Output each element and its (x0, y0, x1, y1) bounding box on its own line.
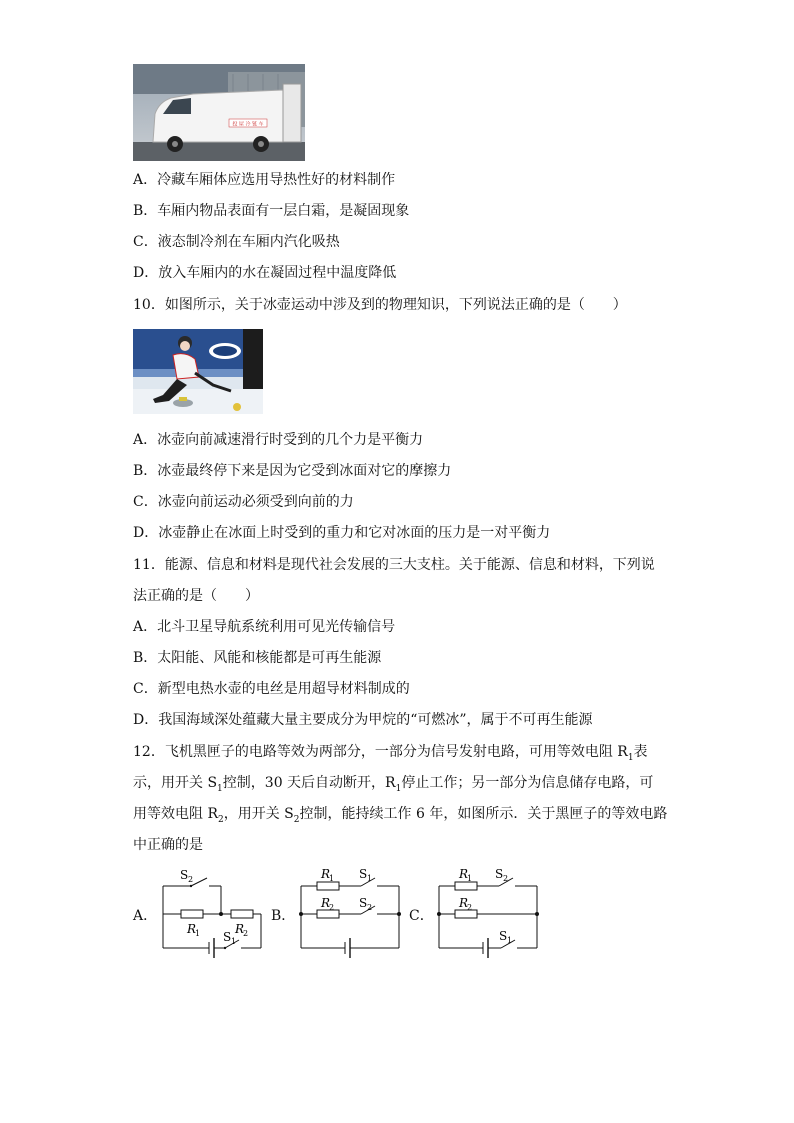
label-sub: 2 (243, 929, 249, 938)
q10-stem: 10．如图所示，关于冰壶运动中涉及到的物理知识，下列说法正确的是（ ） (133, 297, 627, 313)
label-s: S (359, 867, 368, 881)
label-sub: 2 (367, 903, 373, 912)
label-sub: 1 (195, 929, 201, 938)
q12-subscript: 1 (395, 783, 402, 794)
q12-subscript: 2 (218, 814, 224, 825)
label-sub: 2 (329, 903, 335, 912)
q12-text: ，用开关 S (223, 806, 294, 822)
label-sub: 1 (329, 874, 335, 883)
label-sub: 2 (467, 903, 473, 912)
q9-option-a: A．冷藏车厢体应选用导热性好的材料制作 (133, 172, 396, 188)
q12-text: 停止工作；另一部分为信息储存电路，可 (401, 775, 654, 791)
van-sign-text: 投 屋 冷 链 车 (232, 121, 264, 128)
q12-subscript: 2 (293, 814, 300, 825)
q11-option-c: C．新型电热水壶的电丝是用超导材料制成的 (133, 681, 410, 697)
q11-option-b: B．太阳能、风能和核能都是可再生能源 (133, 650, 382, 666)
label-sub: 1 (507, 936, 513, 945)
label-r: R (321, 896, 331, 910)
label-sub: 1 (467, 874, 473, 883)
label-r: R (459, 867, 469, 881)
circuit-diagram-c (433, 862, 545, 960)
q12-subscript: 1 (627, 752, 634, 763)
label-s: S (180, 868, 189, 882)
q9-option-d: D．放入车厢内的水在凝固过程中温度降低 (133, 265, 397, 281)
label-s: S (359, 896, 368, 910)
q9-option-c: C．液态制冷剂在车厢内汽化吸热 (133, 234, 340, 250)
q12-stem-line4: 中正确的是 (133, 837, 203, 853)
q12-stem-line3 (133, 805, 667, 829)
circuit-c-label: C． (409, 908, 434, 924)
label-sub: 1 (367, 874, 373, 883)
label-s: S (495, 867, 504, 881)
q12-text: 12．飞机黑匣子的电路等效为两部分，一部分为信号发射电路，可用等效电阻 R (133, 744, 628, 760)
q10-option-b: B．冰壶最终停下来是因为它受到冰面对它的摩擦力 (133, 463, 452, 479)
q11-option-d: D．我国海域深处蕴藏大量主要成分为甲烷的“可燃冰”，属于不可再生能源 (133, 712, 593, 728)
label-r: R (321, 867, 331, 881)
van-photo (133, 64, 305, 161)
circuit-b-label: B． (271, 908, 296, 924)
label-r: R (187, 922, 197, 936)
q10-option-d: D．冰壶静止在冰面上时受到的重力和它对冰面的压力是一对平衡力 (133, 525, 551, 541)
q12-subscript: 1 (217, 783, 223, 794)
label-s: S (223, 930, 232, 944)
circuit-diagram-a (155, 862, 267, 960)
q12-text: 用等效电阻 R (133, 806, 218, 822)
label-r: R (459, 896, 469, 910)
curling-photo (133, 329, 263, 414)
q12-text: 示，用开关 S (133, 775, 218, 791)
q9-option-b: B．车厢内物品表面有一层白霜，是凝固现象 (133, 203, 410, 219)
circuit-diagram-b (295, 862, 407, 960)
q12-text: 控制，能持续工作 6 年，如图所示．关于黑匣子的等效电路 (299, 806, 668, 822)
q11-stem-line2: 法正确的是（ ） (133, 588, 259, 604)
q12-stem-line1 (133, 743, 648, 767)
label-sub: 2 (188, 875, 194, 884)
label-sub: 2 (503, 874, 509, 883)
label-sub: 1 (231, 937, 237, 946)
q12-stem-line2 (133, 774, 653, 798)
q12-text: 控制，30 天后自动断开，R (222, 775, 396, 791)
label-s: S (499, 929, 508, 943)
circuit-a-label: A． (133, 908, 158, 924)
q10-option-c: C．冰壶向前运动必须受到向前的力 (133, 494, 354, 510)
q12-text: 表 (633, 744, 648, 760)
label-r: R (235, 922, 245, 936)
q10-option-a: A．冰壶向前减速滑行时受到的几个力是平衡力 (133, 432, 424, 448)
q11-option-a: A．北斗卫星导航系统利用可见光传输信号 (133, 619, 396, 635)
q11-stem-line1: 11．能源、信息和材料是现代社会发展的三大支柱。关于能源、信息和材料，下列说 (133, 557, 655, 573)
